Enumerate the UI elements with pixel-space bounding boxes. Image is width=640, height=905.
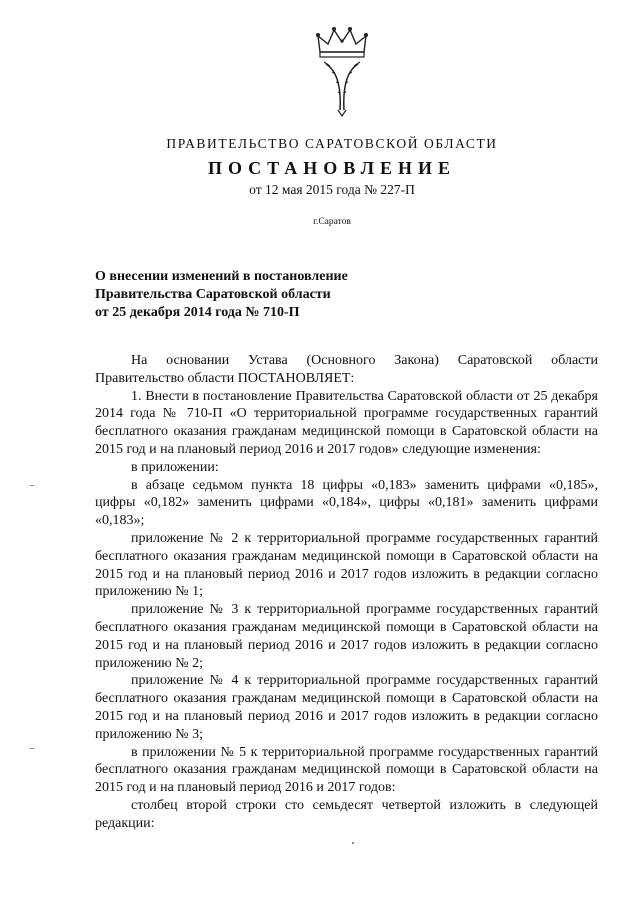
body-paragraph: в абзаце седьмом пункта 18 цифры «0,183» заменить цифрами «0,185», цифры «0,182» заменить цифрами «0,184», цифры «0,181» заменить цифрами «0,183»; (95, 477, 598, 529)
body-paragraph: приложение № 3 к территориальной программе государственных гарантий бесплатного оказания гражданам медицинской помощи в Саратовской области на 2015 год и на плановый период 2016 и 2017 годов изложить в редакции согласно приложению № 2; (95, 602, 598, 671)
subject-line: Правительства Саратовской области (95, 287, 331, 302)
body-paragraph: в приложении № 5 к территориальной программе государственных гарантий бесплатного оказания гражданам медицинской помощи в Саратовской области на 2015 год и на плановый период 2016 и 2017 годов: (95, 744, 598, 796)
document-type: ПОСТАНОВЛЕНИЕ (207, 158, 457, 178)
body-paragraph: столбец второй строки сто семьдесят четвертой изложить в следующей редакции: (95, 797, 598, 831)
document-body (95, 352, 598, 833)
scan-mark (352, 842, 354, 844)
body-paragraph: приложение № 4 к территориальной программе государственных гарантий бесплатного оказания гражданам медицинской помощи в Саратовской области на 2015 год и на плановый период 2016 и 2017 годов изложить в редакции согласно приложению № 3; (95, 673, 598, 742)
document-subject (95, 268, 415, 322)
issue-city: г.Саратов (313, 217, 351, 227)
government-name: ПРАВИТЕЛЬСТВО САРАТОВСКОЙ ОБЛАСТИ (166, 136, 498, 151)
subject-line: О внесении изменений в постановление (95, 269, 348, 284)
saratov-coat-of-arms-icon (312, 22, 372, 117)
scan-mark (30, 485, 34, 486)
body-paragraph: в приложении: (131, 459, 219, 475)
scan-mark (30, 748, 34, 749)
subject-line: от 25 декабря 2014 года № 710-П (95, 305, 300, 320)
body-paragraph: приложение № 2 к территориальной программе государственных гарантий бесплатного оказания гражданам медицинской помощи в Саратовской области на 2015 год и на плановый период 2016 и 2017 годов изложить в редакции согласно приложению № 1; (95, 530, 598, 600)
body-paragraph: На основании Устава (Основного Закона) Саратовской области Правительство области ПОСТАНОВЛЯЕТ: (95, 353, 598, 386)
date-and-number: от 12 мая 2015 года № 227-П (249, 182, 415, 197)
body-paragraph: 1. Внести в постановление Правительства Саратовской области от 25 декабря 2014 года № 710-П «О территориальной программе государственных гарантий бесплатного оказания гражданам медицинской помощи в Саратовской области на 2015 год и на плановый период 2016 и 2017 годов» следующие изменения: (95, 388, 598, 457)
